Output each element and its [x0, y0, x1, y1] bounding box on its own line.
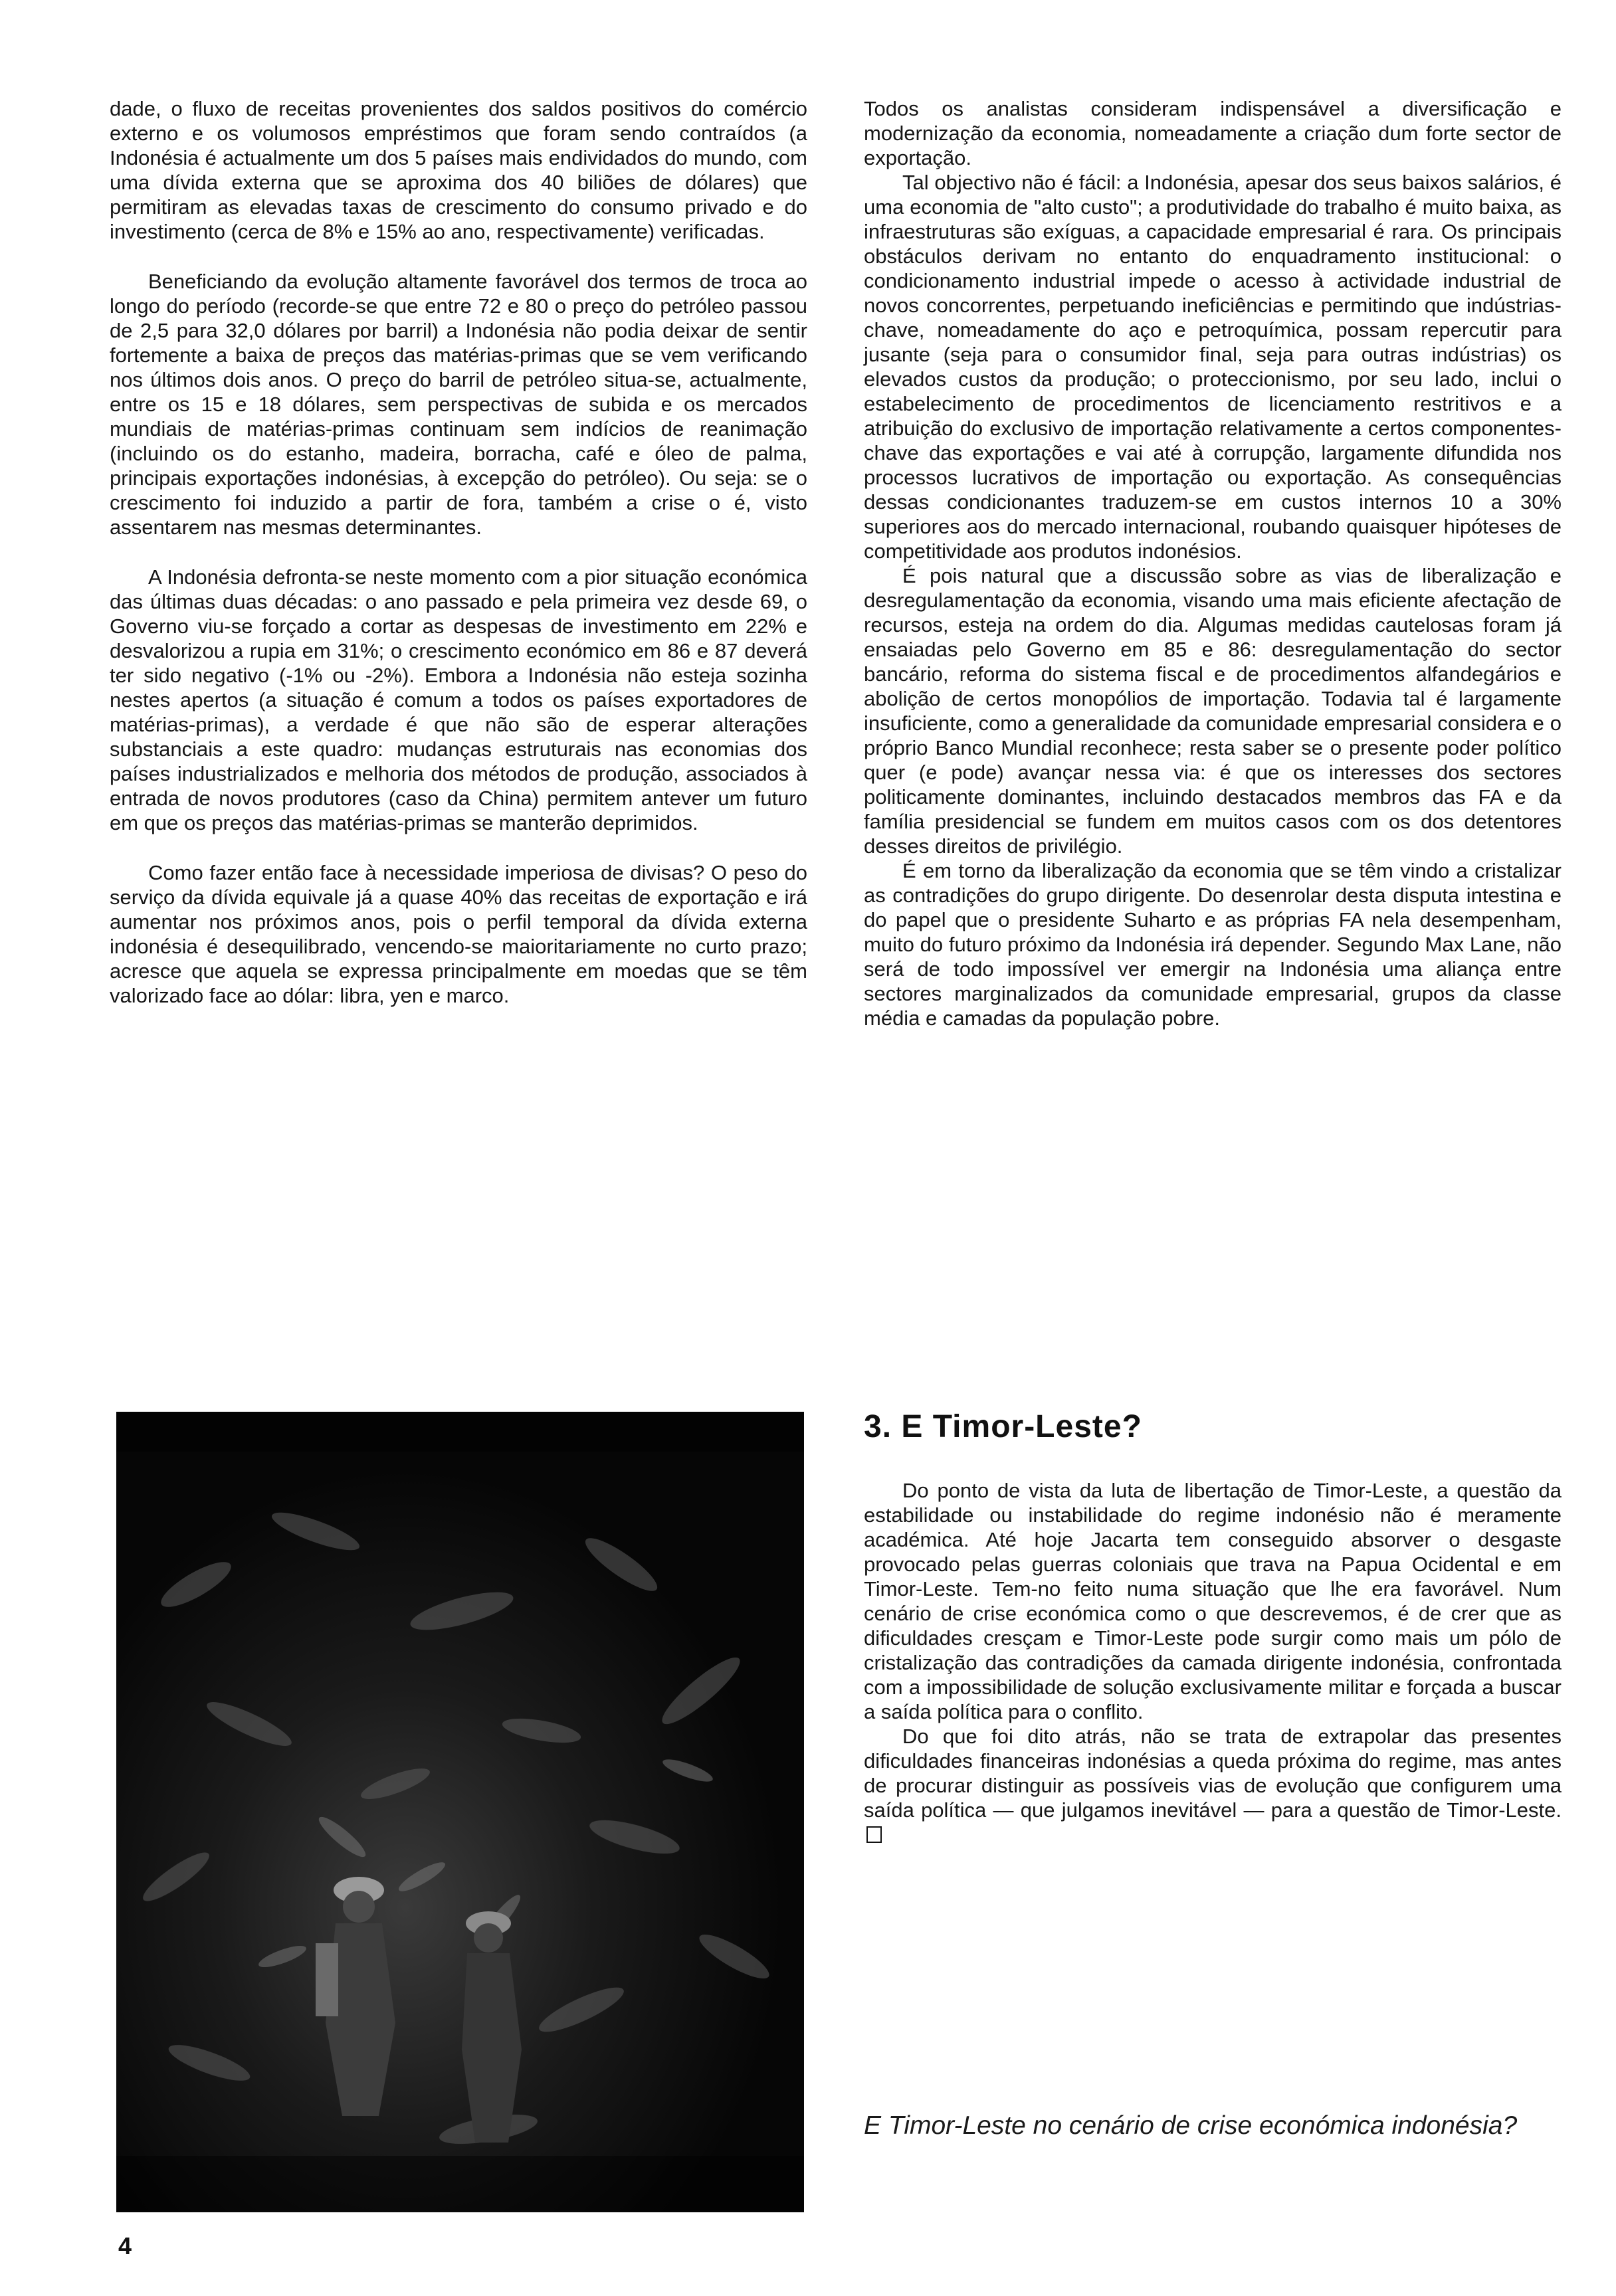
paragraph: É em torno da liberalização da economia que se têm vindo a cristalizar as contradições do grupo dirigente. Do desenrolar desta disputa intestina e do papel que o presidente Suharto e as próprias FA nela desempenham, muito do futuro próximo da Indonésia irá depender. Segundo Max Lane, não será de todo impossível ver emergir na Indonésia uma aliança entre sectores marginalizados da comunidade empresarial, grupos da classe média e camadas da população pobre. [864, 859, 1562, 1030]
photo-caption: E Timor-Leste no cenário de crise económica indonésia? [864, 2111, 1518, 2140]
jungle-soldiers-photo [116, 1412, 804, 2212]
right-text-column [864, 96, 1562, 1030]
paragraph: Como fazer então face à necessidade imperiosa de divisas? O peso do serviço da dívida equivale já a quase 40% das receitas de exportação e irá aumentar nos próximos anos, pois o perfil temporal da dívida externa indonésia é desequilibrado, vencendo-se maioritariamente no curto prazo; acresce que aquela se expressa principalmente em moedas que se têm valorizado face ao dólar: libra, yen e marco. [110, 861, 807, 1007]
paragraph [864, 1724, 1562, 1847]
paragraph-text: Do que foi dito atrás, não se trata de extrapolar das presentes dificuldades financeiras indonésias a queda próxima do regime, mas antes de procurar distinguir as possíveis vias de evolução que configurem uma saída política — que julgamos inevitável — para a questão de Timor-Leste. [864, 1725, 1562, 1822]
section-heading: 3. E Timor-Leste? [864, 1409, 1142, 1444]
paragraph: Tal objectivo não é fácil: a Indonésia, apesar dos seus baixos salários, é uma economia de "alto custo"; a produtividade do trabalho é muito baixa, as infraestruturas são exíguas, a capacidade empresarial é rara. Os principais obstáculos derivam no entanto do enquadramento institucional: o condicionamento industrial impede o acesso à actividade industrial de novos concorrentes, perpetuando ineficiências e permitindo que indústrias-chave, nomeadamente do aço e petroquímica, possam repercutir para jusante (seja para o consumidor final, seja para outras indústrias) os elevados custos da produção; o proteccionismo, por seu lado, inclui o estabelecimento de procedimentos de licenciamento restritivos e a atribuição do exclusivo de importação relativamente a certos componentes-chave das exportações e vai até à corrupção, largamente difundida nos processos lucrativos de importação ou exportação. As consequências dessas condicionantes traduzem-se em custos internos 10 a 30% superiores aos do mercado internacional, roubando quaisquer hipóteses de competitividade aos produtos indonésios. [864, 171, 1562, 563]
paragraph: A Indonésia defronta-se neste momento com a pior situação económica das últimas duas décadas: o ano passado e pela primeira vez desde 69, o Governo viu-se forçado a cortar as despesas de investimento em 22% e desvalorizou a rupia em 31%; o crescimento económico em 86 e 87 deverá ter sido negativo (-1% ou -2%). Embora a Indonésia não esteja sozinha nestes apertos (a situação é comum a todos os países exportadores de matérias-primas), a verdade é que não são de esperar alterações substanciais a este quadro: mudanças estruturais nas economias dos países industrializados e melhoria dos métodos de produção, associados à entrada de novos produtores (caso da China) permitem antever um futuro em que os preços das matérias-primas se manterão deprimidos. [110, 565, 807, 834]
left-text-column [110, 96, 807, 1008]
paragraph: dade, o fluxo de receitas provenientes dos saldos positivos do comércio externo e os volumosos empréstimos que foram sendo contraídos (a Indonésia é actualmente um dos 5 países mais endividados do mundo, com uma dívida externa que se aproxima dos 40 biliões de dólares) que permitiram as elevadas taxas de crescimento do consumo privado e do investimento (cerca de 8% e 15% ao ano, respectivamente) verificadas. [110, 97, 807, 243]
end-of-article-mark [866, 1826, 882, 1843]
paragraph: Do ponto de vista da luta de libertação de Timor-Leste, a questão da estabilidade ou instabilidade do regime indonésio não é meramente académica. Até hoje Jacarta tem conseguido absorver o desgaste provocado pelas guerras coloniais que trava na Papua Ocidental e em Timor-Leste. Tem-no feito numa situação que lhe era favorável. Num cenário de crise económica como o que descrevemos, é de crer que as dificuldades cresçam e Timor-Leste pode surgir como mais um pólo de cristalização das contradições da camada dirigente indonésia, confrontada com a impossibilidade de solução exclusivamente militar e forçada a buscar a saída política para o conflito. [864, 1479, 1562, 1723]
page-number: 4 [118, 2232, 132, 2259]
section-text [864, 1478, 1562, 1847]
paragraph: Todos os analistas consideram indispensável a diversificação e modernização da economia, nomeadamente a criação dum forte sector de exportação. [864, 97, 1562, 169]
paragraph: Beneficiando da evolução altamente favorável dos termos de troca ao longo do período (recorde-se que entre 72 e 80 o preço do petróleo passou de 2,5 para 32,0 dólares por barril) a Indonésia não podia deixar de sentir fortemente a baixa de preços das matérias-primas que se vem verificando nos últimos dois anos. O preço do barril de petróleo situa-se, actualmente, entre os 15 e 18 dólares, sem perspectivas de subida e os mercados mundiais de matérias-primas continuam sem indícios de reanimação (incluindo os do estanho, madeira, borracha, café e óleo de palma, principais exportações indonésias, à excepção do petróleo). Ou seja: se o crescimento foi induzido a partir de fora, também a crise o é, visto assentarem nas mesmas determinantes. [110, 270, 807, 539]
paragraph: É pois natural que a discussão sobre as vias de liberalização e desregulamentação da economia, visando uma mais eficiente afectação de recursos, esteja na ordem do dia. Algumas medidas cautelosas foram já ensaiadas pelo Governo em 85 e 86: desregulamentação do sector bancário, reforma do sistema fiscal e de procedimentos alfandegários e abolição de certos monopólios de importação. Todavia tal é largamente insuficiente, como a generalidade da comunidade empresarial considera e o próprio Banco Mundial reconhece; resta saber se o presente poder político quer (e pode) avançar nessa via: é que os interesses dos sectores politicamente dominantes, incluindo destacados membros das FA e da família presidencial se fundem em muitos casos com os dos detentores desses direitos de privilégio. [864, 564, 1562, 858]
